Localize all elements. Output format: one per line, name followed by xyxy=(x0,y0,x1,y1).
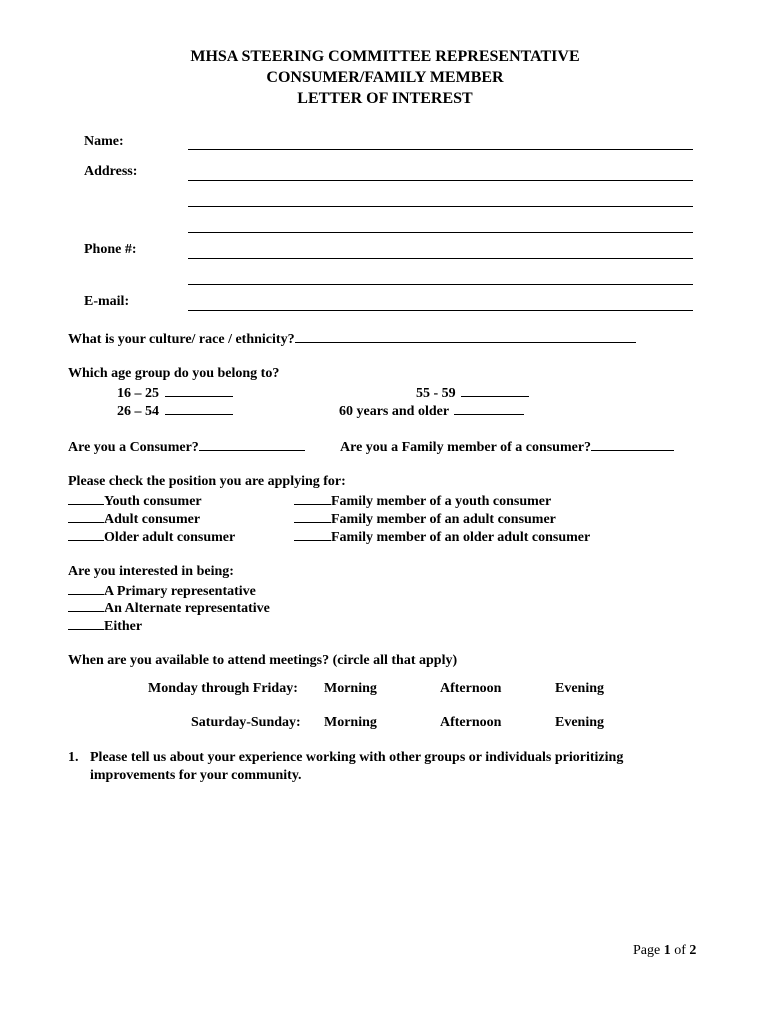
position-check-blank[interactable] xyxy=(294,528,331,541)
age-option-blank[interactable] xyxy=(454,402,524,415)
age-option-label: 26 – 54 xyxy=(117,404,159,419)
position-label: Older adult consumer xyxy=(104,530,236,545)
position-older-consumer xyxy=(68,528,235,546)
age-option-16-25 xyxy=(117,384,233,402)
age-option-55-59 xyxy=(416,384,529,402)
phone-field-line-2[interactable] xyxy=(188,284,693,285)
position-label: Adult consumer xyxy=(104,512,201,527)
position-adult-consumer xyxy=(68,510,200,528)
of-word: of xyxy=(674,943,686,958)
culture-question xyxy=(68,330,636,348)
position-family-adult xyxy=(294,510,556,528)
email-field-line[interactable] xyxy=(188,310,693,311)
weekend-evening-option[interactable]: Evening xyxy=(555,715,605,730)
availability-question: When are you available to attend meetings? (circle all that apply) xyxy=(68,653,458,668)
position-label: Family member of an adult consumer xyxy=(331,512,556,527)
page-total: 2 xyxy=(689,943,697,958)
weekday-afternoon-option[interactable]: Afternoon xyxy=(440,681,502,696)
interest-either xyxy=(68,617,142,635)
consumer-question xyxy=(68,438,305,456)
interest-question: Are you interested in being: xyxy=(68,564,234,579)
interest-label: An Alternate representative xyxy=(104,601,270,616)
age-option-blank[interactable] xyxy=(165,402,233,415)
age-option-blank[interactable] xyxy=(165,384,233,397)
position-label: Family member of a youth consumer xyxy=(331,494,552,509)
weekday-morning-option[interactable]: Morning xyxy=(324,681,377,696)
interest-check-blank[interactable] xyxy=(68,599,104,612)
position-check-blank[interactable] xyxy=(68,510,104,523)
name-field-line[interactable] xyxy=(188,149,693,150)
position-label: Family member of an older adult consumer xyxy=(331,530,591,545)
position-youth-consumer xyxy=(68,492,202,510)
page-word: Page xyxy=(633,943,661,958)
family-question xyxy=(340,438,674,456)
age-option-26-54 xyxy=(117,402,233,420)
phone-field-line-1[interactable] xyxy=(188,258,693,259)
interest-primary xyxy=(68,582,256,600)
position-family-youth xyxy=(294,492,551,510)
interest-check-blank[interactable] xyxy=(68,617,104,630)
position-family-older xyxy=(294,528,590,546)
culture-question-text: What is your culture/ race / ethnicity? xyxy=(68,332,295,347)
position-check-blank[interactable] xyxy=(68,492,104,505)
age-question: Which age group do you belong to? xyxy=(68,366,280,381)
weekend-morning-option[interactable]: Morning xyxy=(324,715,377,730)
page-number xyxy=(633,943,696,959)
phone-label: Phone #: xyxy=(84,242,137,257)
experience-number: 1. xyxy=(68,750,79,765)
address-field-line-2[interactable] xyxy=(188,206,693,207)
name-label: Name: xyxy=(84,134,124,149)
family-question-text: Are you a Family member of a consumer? xyxy=(340,440,592,455)
family-answer-line[interactable] xyxy=(591,438,674,451)
position-check-blank[interactable] xyxy=(294,510,331,523)
age-option-blank[interactable] xyxy=(461,384,529,397)
email-label: E-mail: xyxy=(84,294,130,309)
age-option-label: 60 years and older xyxy=(339,404,449,419)
experience-question-line-1: Please tell us about your experience working with other groups or individuals prioritizing xyxy=(90,750,624,765)
interest-check-blank[interactable] xyxy=(68,582,104,595)
address-label: Address: xyxy=(84,164,138,179)
consumer-answer-line[interactable] xyxy=(199,438,305,451)
culture-answer-line[interactable] xyxy=(295,330,636,343)
weekend-afternoon-option[interactable]: Afternoon xyxy=(440,715,502,730)
position-check-blank[interactable] xyxy=(68,528,104,541)
weekday-label: Monday through Friday: xyxy=(148,681,298,696)
weekend-label: Saturday-Sunday: xyxy=(191,715,301,730)
position-label: Youth consumer xyxy=(104,494,202,509)
experience-question-line-2: improvements for your community. xyxy=(90,768,302,783)
address-field-line-3[interactable] xyxy=(188,232,693,233)
address-field-line-1[interactable] xyxy=(188,180,693,181)
form-title-line-3: LETTER OF INTEREST xyxy=(297,90,473,107)
page-current: 1 xyxy=(663,943,671,958)
age-option-label: 55 - 59 xyxy=(416,386,456,401)
weekday-evening-option[interactable]: Evening xyxy=(555,681,605,696)
interest-label: Either xyxy=(104,619,143,634)
interest-label: A Primary representative xyxy=(104,584,256,599)
position-check-blank[interactable] xyxy=(294,492,331,505)
consumer-question-text: Are you a Consumer? xyxy=(68,440,199,455)
form-title-line-1: MHSA STEERING COMMITTEE REPRESENTATIVE xyxy=(190,48,580,65)
position-question: Please check the position you are applying for: xyxy=(68,474,346,489)
age-option-label: 16 – 25 xyxy=(117,386,159,401)
interest-alternate xyxy=(68,599,270,617)
form-title-line-2: CONSUMER/FAMILY MEMBER xyxy=(266,69,504,86)
age-option-60-plus xyxy=(339,402,524,420)
